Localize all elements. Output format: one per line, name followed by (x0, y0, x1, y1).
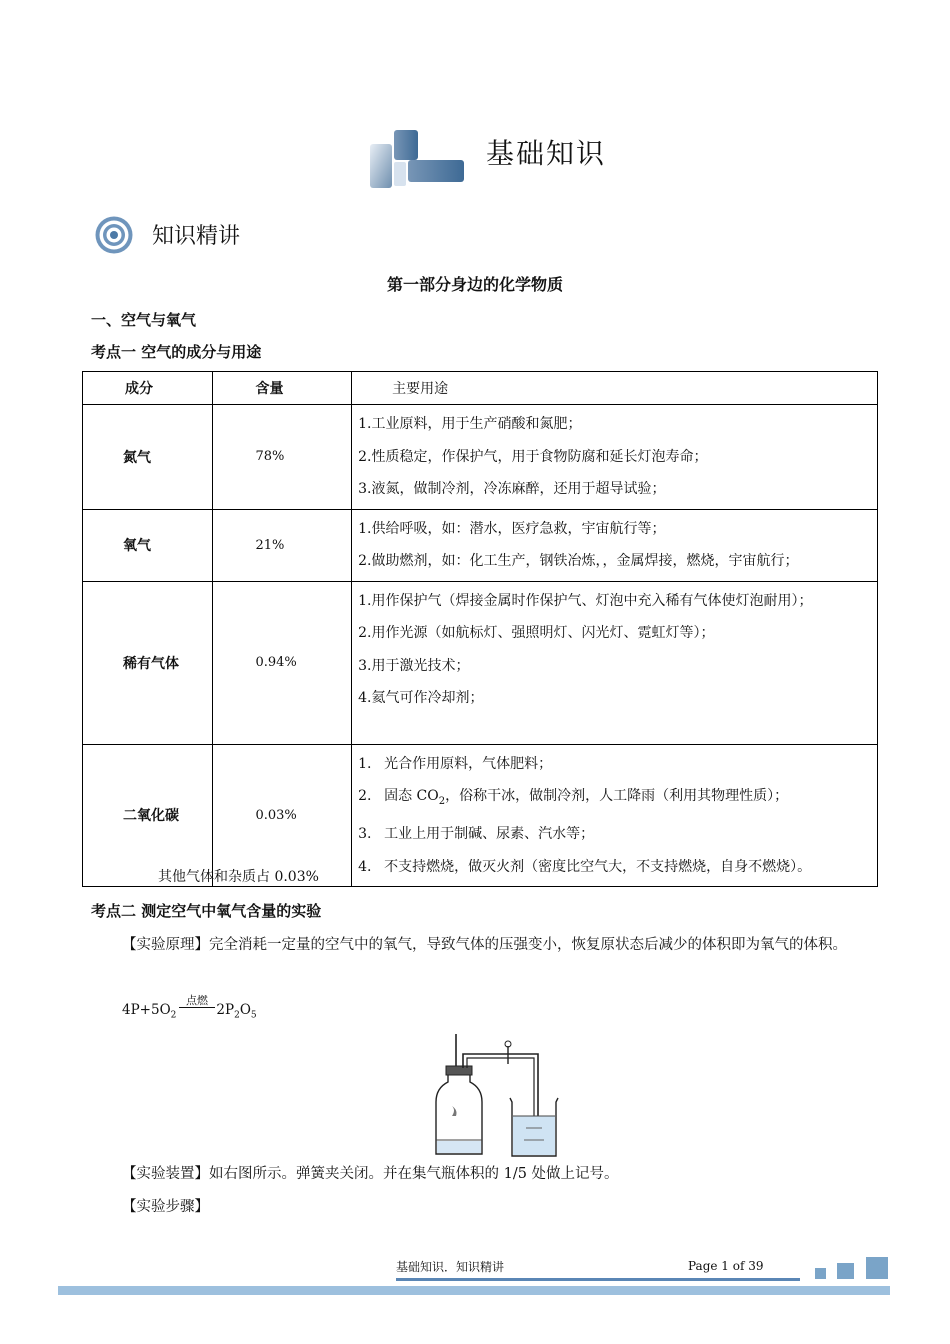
chapter-title: 一、空气与氧气 (91, 311, 197, 329)
gas-uses (352, 509, 878, 581)
apparatus-paragraph (122, 1162, 619, 1183)
reaction-condition: 点燃 (179, 995, 215, 1008)
apparatus-text: 如右图所示。弹簧夹关闭。并在集气瓶体积的 1/5 处做上记号。 (209, 1166, 619, 1182)
chemical-equation: $4P+5O_2$ $2P_2O_5$ (122, 1002, 257, 1021)
part-title: 第一部分身边的化学物质 (386, 275, 563, 294)
table-header-row (83, 372, 878, 405)
use-item: 2.性质稳定，作保护气，用于食物防腐和延长灯泡寿命； (358, 448, 708, 465)
use-item: 1.用作保护气（焊接金属时作保护气、灯泡中充入稀有气体使灯泡耐用）； (358, 592, 813, 609)
gas-name: 氮气 (83, 405, 213, 510)
use-item: 1.工业原料，用于生产硝酸和氮肥； (358, 416, 582, 432)
air-composition-table (82, 371, 878, 887)
other-gases-note: 其他气体和杂质占 0.03% (158, 869, 319, 885)
gas-name: 二氧化碳 (83, 744, 213, 887)
gas-content: 21% (213, 509, 352, 581)
section-title: 知识精讲 (152, 224, 241, 249)
apparatus-label: 【实验装置】 (122, 1166, 209, 1182)
title-logo-icon (368, 128, 466, 190)
header-content: 含量 (213, 372, 352, 405)
gas-name: 氧气 (83, 509, 213, 581)
steps-label: 【实验步骤】 (122, 1199, 209, 1215)
use-item: 1. 光合作用原料，气体肥料； (358, 755, 553, 772)
use-item: 2. 固态 $CO_2$，俗称干冰，做制冷剂，人工降雨（利用其物理性质）； (358, 788, 789, 807)
footer-bar (58, 1286, 890, 1295)
principle-text: 完全消耗一定量的空气中的氧气，导致气体的压强变小，恢复原状态后减少的体积即为氧气的体积。 (209, 937, 847, 953)
footer-label: 基础知识．知识精讲 (396, 1260, 505, 1274)
footer-square-icon (866, 1257, 888, 1279)
apparatus-diagram (430, 1032, 560, 1160)
gas-content: 78% (213, 405, 352, 510)
gas-uses (352, 405, 878, 510)
footer-divider (396, 1278, 800, 1281)
gas-uses (352, 744, 878, 887)
gas-content: 0.03% (213, 744, 352, 887)
header-uses: 主要用途 (352, 372, 878, 405)
gas-uses (352, 581, 878, 744)
principle-paragraph (122, 929, 872, 961)
page-title: 基础知识 (486, 137, 607, 170)
principle-label: 【实验原理】 (122, 937, 209, 953)
gas-content: 0.94% (213, 581, 352, 744)
use-item: 2.做助燃剂，如：化工生产，钢铁冶炼，，金属焊接，燃烧，宇宙航行； (358, 553, 799, 569)
gas-name: 稀有气体 (83, 581, 213, 744)
point1-title: 考点一 空气的成分与用途 (91, 343, 262, 361)
use-item: 3. 工业上用于制碱、尿素、汽水等； (358, 826, 595, 843)
target-icon (94, 215, 134, 255)
use-item: 4. 不支持燃烧，做灭火剂（密度比空气大，不支持燃烧，自身不燃烧）。 (358, 858, 812, 875)
table-row (83, 405, 878, 510)
use-item: 1.供给呼吸，如：潜水，医疗急救，宇宙航行等； (358, 520, 666, 537)
use-item: 3.液氮，做制冷剂，冷冻麻醉，还用于超导试验； (358, 481, 666, 497)
use-item: 4.氦气可作冷却剂； (358, 690, 484, 706)
footer-square-icon (837, 1263, 854, 1279)
use-item: 2.用作光源（如航标灯、强照明灯、闪光灯、霓虹灯等）； (358, 625, 715, 641)
point2-title: 考点二 测定空气中氧气含量的实验 (91, 902, 322, 920)
header-component: 成分 (83, 372, 213, 405)
table-row (83, 581, 878, 744)
page-number: Page 1 of 39 (688, 1259, 764, 1273)
footer-square-icon (815, 1268, 826, 1279)
table-row (83, 509, 878, 581)
use-item: 3.用于激光技术； (358, 657, 470, 674)
